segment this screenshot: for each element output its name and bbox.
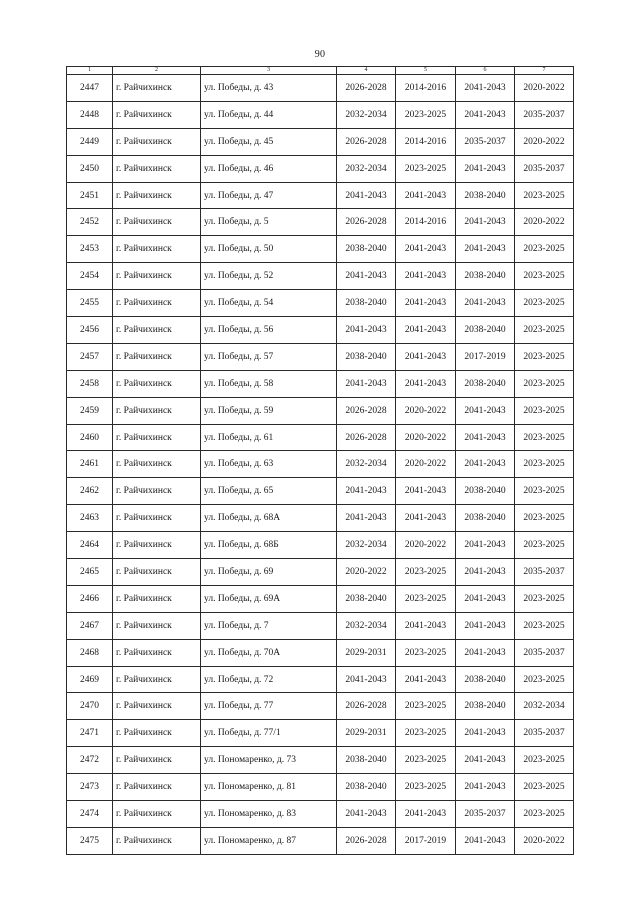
period-cell: 2023-2025	[515, 290, 574, 317]
address-cell: ул. Победы, д. 68А	[201, 505, 337, 532]
period-cell: 2041-2043	[337, 505, 396, 532]
address-cell: ул. Победы, д. 61	[201, 424, 337, 451]
row-number-cell: 2456	[67, 317, 113, 344]
row-number-cell: 2469	[67, 666, 113, 693]
address-cell: ул. Победы, д. 43	[201, 75, 337, 102]
address-cell: ул. Победы, д. 65	[201, 478, 337, 505]
period-cell: 2035-2037	[456, 801, 515, 828]
period-cell: 2023-2025	[396, 101, 456, 128]
period-cell: 2023-2025	[396, 559, 456, 586]
period-cell: 2023-2025	[515, 666, 574, 693]
row-number-cell: 2459	[67, 397, 113, 424]
period-cell: 2041-2043	[337, 370, 396, 397]
period-cell: 2023-2025	[396, 585, 456, 612]
table-row	[67, 155, 574, 182]
city-cell: г. Райчихинск	[113, 451, 201, 478]
period-cell: 2041-2043	[456, 720, 515, 747]
city-cell: г. Райчихинск	[113, 155, 201, 182]
address-cell: ул. Победы, д. 63	[201, 451, 337, 478]
address-cell: ул. Победы, д. 68Б	[201, 532, 337, 559]
period-cell: 2023-2025	[515, 317, 574, 344]
period-cell: 2023-2025	[515, 424, 574, 451]
period-cell: 2041-2043	[337, 317, 396, 344]
column-number-row	[67, 67, 574, 75]
city-cell: г. Райчихинск	[113, 290, 201, 317]
table-row	[67, 182, 574, 209]
period-cell: 2041-2043	[337, 182, 396, 209]
row-number-cell: 2465	[67, 559, 113, 586]
period-cell: 2026-2028	[337, 827, 396, 854]
city-cell: г. Райчихинск	[113, 317, 201, 344]
city-cell: г. Райчихинск	[113, 720, 201, 747]
period-cell: 2020-2022	[396, 451, 456, 478]
address-cell: ул. Победы, д. 72	[201, 666, 337, 693]
period-cell: 2041-2043	[396, 801, 456, 828]
period-cell: 2026-2028	[337, 693, 396, 720]
period-cell: 2041-2043	[396, 478, 456, 505]
table-row	[67, 209, 574, 236]
period-cell: 2038-2040	[456, 263, 515, 290]
period-cell: 2038-2040	[337, 290, 396, 317]
address-cell: ул. Победы, д. 58	[201, 370, 337, 397]
period-cell: 2035-2037	[456, 128, 515, 155]
period-cell: 2041-2043	[396, 182, 456, 209]
address-cell: ул. Победы, д. 5	[201, 209, 337, 236]
address-cell: ул. Пономаренко, д. 87	[201, 827, 337, 854]
period-cell: 2026-2028	[337, 424, 396, 451]
period-cell: 2038-2040	[337, 236, 396, 263]
period-cell: 2038-2040	[456, 370, 515, 397]
city-cell: г. Райчихинск	[113, 666, 201, 693]
period-cell: 2041-2043	[396, 236, 456, 263]
period-cell: 2038-2040	[337, 774, 396, 801]
table-row	[67, 343, 574, 370]
row-number-cell: 2463	[67, 505, 113, 532]
city-cell: г. Райчихинск	[113, 343, 201, 370]
period-cell: 2023-2025	[396, 155, 456, 182]
row-number-cell: 2468	[67, 639, 113, 666]
period-cell: 2041-2043	[456, 612, 515, 639]
address-cell: ул. Победы, д. 77	[201, 693, 337, 720]
period-cell: 2026-2028	[337, 209, 396, 236]
row-number-cell: 2473	[67, 774, 113, 801]
table-row	[67, 370, 574, 397]
period-cell: 2035-2037	[515, 101, 574, 128]
address-cell: ул. Пономаренко, д. 81	[201, 774, 337, 801]
row-number-cell: 2467	[67, 612, 113, 639]
city-cell: г. Райчихинск	[113, 774, 201, 801]
period-cell: 2023-2025	[515, 370, 574, 397]
row-number-cell: 2458	[67, 370, 113, 397]
row-number-cell: 2447	[67, 75, 113, 102]
table-row	[67, 317, 574, 344]
row-number-cell: 2460	[67, 424, 113, 451]
city-cell: г. Райчихинск	[113, 585, 201, 612]
period-cell: 2041-2043	[337, 801, 396, 828]
period-cell: 2023-2025	[396, 693, 456, 720]
period-cell: 2038-2040	[456, 317, 515, 344]
period-cell: 2032-2034	[337, 155, 396, 182]
address-cell: ул. Победы, д. 54	[201, 290, 337, 317]
period-cell: 2023-2025	[396, 747, 456, 774]
row-number-cell: 2475	[67, 827, 113, 854]
table-row	[67, 720, 574, 747]
row-number-cell: 2449	[67, 128, 113, 155]
period-cell: 2023-2025	[515, 747, 574, 774]
table-row	[67, 612, 574, 639]
period-cell: 2023-2025	[515, 478, 574, 505]
table-row	[67, 559, 574, 586]
period-cell: 2014-2016	[396, 209, 456, 236]
row-number-cell: 2474	[67, 801, 113, 828]
table-row	[67, 532, 574, 559]
period-cell: 2041-2043	[396, 370, 456, 397]
address-cell: ул. Пономаренко, д. 73	[201, 747, 337, 774]
period-cell: 2020-2022	[396, 532, 456, 559]
address-cell: ул. Победы, д. 7	[201, 612, 337, 639]
period-cell: 2041-2043	[456, 424, 515, 451]
address-cell: ул. Победы, д. 69А	[201, 585, 337, 612]
city-cell: г. Райчихинск	[113, 209, 201, 236]
period-cell: 2041-2043	[337, 263, 396, 290]
row-number-cell: 2455	[67, 290, 113, 317]
period-cell: 2041-2043	[456, 397, 515, 424]
period-cell: 2041-2043	[396, 263, 456, 290]
page-number: 90	[314, 49, 326, 60]
period-cell: 2041-2043	[456, 559, 515, 586]
period-cell: 2038-2040	[456, 693, 515, 720]
table-row	[67, 827, 574, 854]
table-row	[67, 639, 574, 666]
period-cell: 2026-2028	[337, 128, 396, 155]
address-cell: ул. Победы, д. 69	[201, 559, 337, 586]
row-number-cell: 2472	[67, 747, 113, 774]
period-cell: 2041-2043	[396, 343, 456, 370]
period-cell: 2041-2043	[456, 532, 515, 559]
period-cell: 2029-2031	[337, 720, 396, 747]
column-header: 2	[113, 67, 201, 75]
address-cell: ул. Победы, д. 50	[201, 236, 337, 263]
period-cell: 2041-2043	[456, 155, 515, 182]
period-cell: 2020-2022	[515, 128, 574, 155]
row-number-cell: 2451	[67, 182, 113, 209]
table-row	[67, 747, 574, 774]
period-cell: 2041-2043	[456, 101, 515, 128]
period-cell: 2023-2025	[396, 639, 456, 666]
period-cell: 2020-2022	[515, 827, 574, 854]
city-cell: г. Райчихинск	[113, 801, 201, 828]
period-cell: 2032-2034	[337, 532, 396, 559]
period-cell: 2038-2040	[456, 478, 515, 505]
row-number-cell: 2466	[67, 585, 113, 612]
period-cell: 2035-2037	[515, 639, 574, 666]
period-cell: 2020-2022	[396, 397, 456, 424]
column-header: 4	[337, 67, 396, 75]
table-row	[67, 666, 574, 693]
address-cell: ул. Победы, д. 44	[201, 101, 337, 128]
address-cell: ул. Победы, д. 52	[201, 263, 337, 290]
table-row	[67, 801, 574, 828]
city-cell: г. Райчихинск	[113, 693, 201, 720]
city-cell: г. Райчихинск	[113, 827, 201, 854]
table-row	[67, 478, 574, 505]
period-cell: 2023-2025	[515, 801, 574, 828]
period-cell: 2038-2040	[456, 182, 515, 209]
table-row	[67, 101, 574, 128]
period-cell: 2023-2025	[515, 263, 574, 290]
period-cell: 2041-2043	[456, 827, 515, 854]
period-cell: 2041-2043	[456, 209, 515, 236]
period-cell: 2023-2025	[515, 182, 574, 209]
row-number-cell: 2461	[67, 451, 113, 478]
period-cell: 2023-2025	[396, 774, 456, 801]
period-cell: 2014-2016	[396, 75, 456, 102]
row-number-cell: 2470	[67, 693, 113, 720]
column-header: 3	[201, 67, 337, 75]
city-cell: г. Райчихинск	[113, 424, 201, 451]
city-cell: г. Райчихинск	[113, 559, 201, 586]
period-cell: 2023-2025	[515, 236, 574, 263]
table-row	[67, 693, 574, 720]
city-cell: г. Райчихинск	[113, 532, 201, 559]
row-number-cell: 2464	[67, 532, 113, 559]
table-row	[67, 451, 574, 478]
row-number-cell: 2453	[67, 236, 113, 263]
table-row	[67, 263, 574, 290]
city-cell: г. Райчихинск	[113, 128, 201, 155]
city-cell: г. Райчихинск	[113, 505, 201, 532]
period-cell: 2035-2037	[515, 559, 574, 586]
period-cell: 2041-2043	[456, 774, 515, 801]
city-cell: г. Райчихинск	[113, 397, 201, 424]
address-cell: ул. Победы, д. 70А	[201, 639, 337, 666]
period-cell: 2020-2022	[337, 559, 396, 586]
row-number-cell: 2462	[67, 478, 113, 505]
period-cell: 2035-2037	[515, 720, 574, 747]
table-row	[67, 236, 574, 263]
column-header: 5	[396, 67, 456, 75]
period-cell: 2032-2034	[337, 612, 396, 639]
period-cell: 2038-2040	[337, 747, 396, 774]
period-cell: 2023-2025	[515, 343, 574, 370]
period-cell: 2041-2043	[396, 290, 456, 317]
address-cell: ул. Победы, д. 59	[201, 397, 337, 424]
period-cell: 2017-2019	[396, 827, 456, 854]
period-cell: 2023-2025	[515, 585, 574, 612]
city-cell: г. Райчихинск	[113, 478, 201, 505]
period-cell: 2020-2022	[396, 424, 456, 451]
city-cell: г. Райчихинск	[113, 370, 201, 397]
column-header: 1	[67, 67, 113, 75]
period-cell: 2041-2043	[456, 747, 515, 774]
column-header: 7	[515, 67, 574, 75]
city-cell: г. Райчихинск	[113, 101, 201, 128]
period-cell: 2038-2040	[456, 666, 515, 693]
row-number-cell: 2457	[67, 343, 113, 370]
period-cell: 2032-2034	[515, 693, 574, 720]
period-cell: 2023-2025	[515, 505, 574, 532]
table-row	[67, 585, 574, 612]
period-cell: 2035-2037	[515, 155, 574, 182]
table-row	[67, 128, 574, 155]
period-cell: 2032-2034	[337, 451, 396, 478]
period-cell: 2020-2022	[515, 75, 574, 102]
city-cell: г. Райчихинск	[113, 612, 201, 639]
period-cell: 2038-2040	[337, 343, 396, 370]
address-cell: ул. Победы, д. 45	[201, 128, 337, 155]
period-cell: 2041-2043	[396, 666, 456, 693]
address-cell: ул. Пономаренко, д. 83	[201, 801, 337, 828]
city-cell: г. Райчихинск	[113, 75, 201, 102]
period-cell: 2023-2025	[396, 720, 456, 747]
period-cell: 2041-2043	[456, 451, 515, 478]
period-cell: 2014-2016	[396, 128, 456, 155]
city-cell: г. Райчихинск	[113, 639, 201, 666]
housing-repair-schedule-table	[66, 66, 574, 855]
address-cell: ул. Победы, д. 57	[201, 343, 337, 370]
city-cell: г. Райчихинск	[113, 263, 201, 290]
address-cell: ул. Победы, д. 46	[201, 155, 337, 182]
period-cell: 2023-2025	[515, 451, 574, 478]
period-cell: 2026-2028	[337, 397, 396, 424]
period-cell: 2038-2040	[456, 505, 515, 532]
period-cell: 2032-2034	[337, 101, 396, 128]
period-cell: 2041-2043	[396, 612, 456, 639]
period-cell: 2041-2043	[396, 505, 456, 532]
period-cell: 2038-2040	[337, 585, 396, 612]
period-cell: 2029-2031	[337, 639, 396, 666]
table-body	[67, 75, 574, 855]
period-cell: 2041-2043	[337, 478, 396, 505]
table-row	[67, 397, 574, 424]
period-cell: 2023-2025	[515, 612, 574, 639]
period-cell: 2023-2025	[515, 532, 574, 559]
row-number-cell: 2454	[67, 263, 113, 290]
period-cell: 2023-2025	[515, 397, 574, 424]
address-cell: ул. Победы, д. 47	[201, 182, 337, 209]
city-cell: г. Райчихинск	[113, 182, 201, 209]
table-row	[67, 505, 574, 532]
period-cell: 2023-2025	[515, 774, 574, 801]
table-row	[67, 424, 574, 451]
table-row	[67, 290, 574, 317]
period-cell: 2041-2043	[456, 236, 515, 263]
row-number-cell: 2448	[67, 101, 113, 128]
row-number-cell: 2450	[67, 155, 113, 182]
period-cell: 2041-2043	[456, 75, 515, 102]
row-number-cell: 2471	[67, 720, 113, 747]
period-cell: 2041-2043	[337, 666, 396, 693]
city-cell: г. Райчихинск	[113, 236, 201, 263]
period-cell: 2041-2043	[456, 639, 515, 666]
address-cell: ул. Победы, д. 56	[201, 317, 337, 344]
period-cell: 2041-2043	[456, 290, 515, 317]
period-cell: 2026-2028	[337, 75, 396, 102]
period-cell: 2041-2043	[456, 585, 515, 612]
city-cell: г. Райчихинск	[113, 747, 201, 774]
period-cell: 2020-2022	[515, 209, 574, 236]
column-header: 6	[456, 67, 515, 75]
period-cell: 2041-2043	[396, 317, 456, 344]
table-row	[67, 774, 574, 801]
row-number-cell: 2452	[67, 209, 113, 236]
period-cell: 2017-2019	[456, 343, 515, 370]
address-cell: ул. Победы, д. 77/1	[201, 720, 337, 747]
table-row	[67, 75, 574, 102]
